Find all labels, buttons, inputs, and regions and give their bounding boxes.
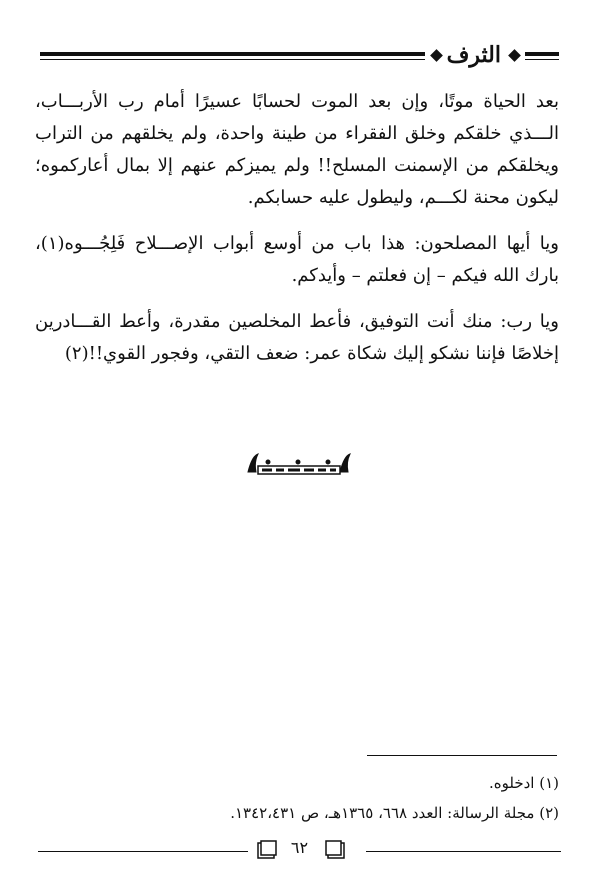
header-rule-left-thick — [40, 52, 425, 56]
section-divider-ornament-icon — [244, 448, 352, 478]
header-rule-right-thin — [525, 59, 559, 60]
footnote-item: (٢) مجلة الرسالة: العدد ٦٦٨، ١٣٦٥هـ، ص ١٣٤٢،٤٣١. — [230, 804, 559, 822]
paragraph: بعد الحياة موتًا، وإن بعد الموت لحسابًا عسيرًا أمام رب الأربـــاب، الـــذي خلقكم وخلق الفقراء من طينة واحدة، ولم يخلقهم من التراب ويخلقكم من الإسمنت المسلح!! ولم يميزكم عنهم إلا بمال أعاركموه؛ ليكون محنة لكـــم، وليطول عليه حسابكم. — [35, 91, 559, 208]
paragraph: ويا رب: منك أنت التوفيق، فأعط المخلصين مقدرة، وأعط القـــادرين إخلاصًا فإننا نشكو إليك شكاة عمر: ضعف التقي، وفجور القوي!!(٢) — [35, 311, 559, 364]
page-footer — [38, 838, 561, 864]
page-number: ٦٢ — [290, 838, 309, 857]
footnotes — [35, 768, 559, 828]
running-header-title: الثرف — [446, 42, 501, 68]
body-text — [35, 86, 559, 370]
footnote-separator — [367, 755, 557, 756]
diamond-ornament-icon — [430, 49, 443, 62]
footnote-item: (١) ادخلوه. — [488, 774, 559, 792]
footer-rule-right — [366, 851, 561, 852]
header-rule-right-thick — [525, 52, 559, 56]
diamond-ornament-icon — [508, 49, 521, 62]
header-rule-left-thin — [40, 59, 425, 60]
book-icon — [324, 840, 346, 860]
page-header — [40, 42, 559, 72]
paragraph: ويا أيها المصلحون: هذا باب من أوسع أبواب الإصـــلاح فَلِجُـــوه(١)، بارك الله فيكم – إن فعلتم – وأيدكم. — [35, 233, 559, 286]
